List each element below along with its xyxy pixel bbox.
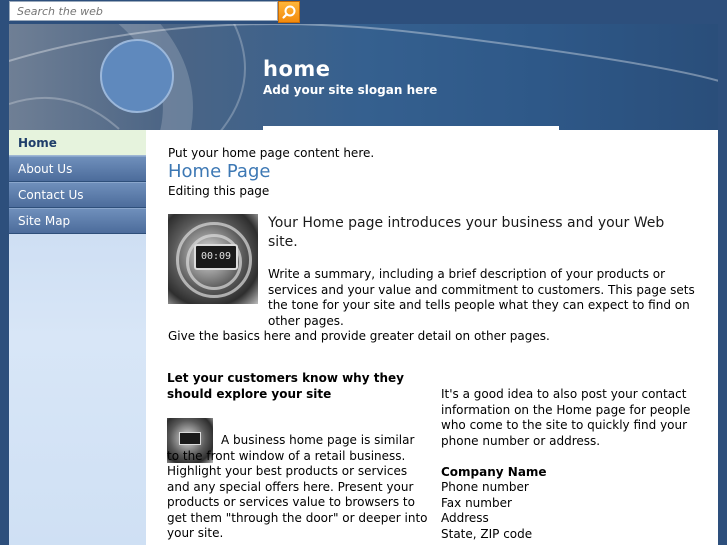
fax-number: Fax number — [441, 495, 512, 510]
summary-part-2: Give the basics here and provide greater detail on other pages. — [168, 329, 550, 343]
phone-number: Phone number — [441, 480, 529, 494]
lead-text: Your Home page introduces your business and your Web site. — [268, 215, 665, 250]
summary-part-1: Write a summary, including a brief description of your products or services and your value and commitment to customers. This page sets the tone for your site and tells people what they can expect to find on other pages. — [268, 267, 695, 328]
page-heading: Home Page — [168, 161, 271, 182]
right-border — [718, 130, 727, 545]
contact-intro: It's a good idea to also post your contact information on the Home page for people who come to the site to quickly find your phone number or address. — [441, 387, 691, 448]
state-zip: State, ZIP code — [441, 526, 533, 541]
nav-item-contact-us[interactable]: Contact Us — [9, 182, 146, 208]
contact-column — [441, 387, 696, 542]
nav-item-home[interactable]: Home — [9, 130, 146, 156]
search-input[interactable] — [9, 1, 278, 21]
left-column-title: Let your customers know why they should explore your site — [167, 371, 404, 401]
nav-item-about-us[interactable]: About Us — [9, 156, 146, 182]
top-bar — [0, 0, 727, 24]
search-button[interactable] — [278, 1, 300, 23]
clock-dial: 00:09 — [194, 244, 238, 270]
main-content — [146, 130, 718, 545]
site-slogan: Add your site slogan here — [263, 83, 438, 97]
site-header — [9, 24, 718, 130]
nav-item-site-map[interactable]: Site Map — [9, 208, 146, 234]
intro-text: Put your home page content here. — [168, 146, 375, 160]
search-icon — [281, 4, 297, 20]
sidebar — [9, 130, 146, 545]
left-column-body — [167, 433, 429, 542]
header-decoration — [9, 24, 718, 130]
summary-text — [168, 267, 700, 345]
site-title: home — [263, 57, 331, 81]
address: Address — [441, 511, 489, 525]
company-name: Company Name — [441, 464, 547, 479]
editing-label: Editing this page — [168, 184, 270, 198]
left-column-text: A business home page is similar to the front window of a retail business. Highlight your best products or services and any special offers here. Present your products or services value to browsers to get them "through the door" or deeper into your site. — [167, 433, 428, 540]
